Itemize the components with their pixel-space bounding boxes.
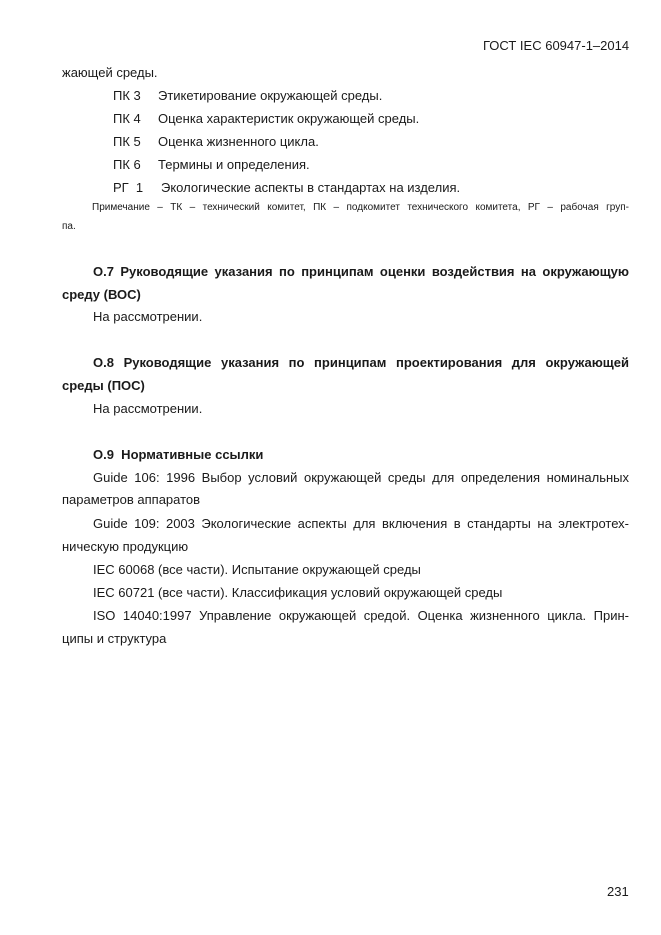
document-code: ГОСТ IEC 60947-1–2014 [483, 38, 630, 53]
section-o8-heading: О.8 Руководящие указания по принципам проектирования для окружающей [93, 355, 629, 370]
note-line-1: Примечание – ТК – технический комитет, ПК – подкомитет технического комитета, РГ – рабочая груп- [92, 202, 629, 213]
committee-code: ПК 6 [113, 157, 141, 172]
committee-code: ПК 3 [113, 88, 141, 103]
section-o7-heading-cont: среду (ВОС) [62, 287, 141, 302]
reference-item: ISO 14040:1997 Управление окружающей средой. Оценка жизненного цикла. Прин- [93, 608, 629, 623]
committee-title: Оценка жизненного цикла. [158, 134, 319, 149]
section-o8-heading-cont: среды (ПОС) [62, 378, 145, 393]
section-o7-body: На рассмотрении. [93, 309, 203, 324]
committee-code: ПК 5 [113, 134, 141, 149]
committee-code: ПК 4 [113, 111, 141, 126]
reference-item: IEC 60721 (все части). Классификация условий окружающей среды [93, 585, 503, 600]
committee-item [113, 111, 419, 126]
reference-item: Guide 106: 1996 Выбор условий окружающей среды для определения номинальных [93, 470, 629, 485]
continuation-text: жающей среды. [62, 65, 158, 80]
committee-item [113, 180, 460, 195]
reference-item-cont: ническую продукцию [62, 539, 189, 554]
committee-title: Термины и определения. [158, 157, 310, 172]
committee-item [113, 134, 319, 149]
reference-item-cont: параметров аппаратов [62, 492, 201, 507]
page-number: 231 [607, 884, 629, 899]
committee-item [113, 157, 310, 172]
reference-item: IEC 60068 (все части). Испытание окружающей среды [93, 562, 421, 577]
reference-item-cont: ципы и структура [62, 631, 167, 646]
committee-code: РГ 1 [113, 180, 144, 195]
note-line-2: па. [62, 221, 76, 232]
committee-item [113, 88, 382, 103]
section-o7-heading: О.7 Руководящие указания по принципам оценки воздействия на окружающую [93, 264, 629, 279]
committee-title: Этикетирование окружающей среды. [158, 88, 383, 103]
section-o9-heading: О.9 Нормативные ссылки [93, 447, 264, 462]
committee-title: Оценка характеристик окружающей среды. [158, 111, 420, 126]
section-o8-body: На рассмотрении. [93, 401, 203, 416]
reference-item: Guide 109: 2003 Экологические аспекты для включения в стандарты на электротех- [93, 516, 629, 531]
committee-title: Экологические аспекты в стандартах на изделия. [161, 180, 461, 195]
